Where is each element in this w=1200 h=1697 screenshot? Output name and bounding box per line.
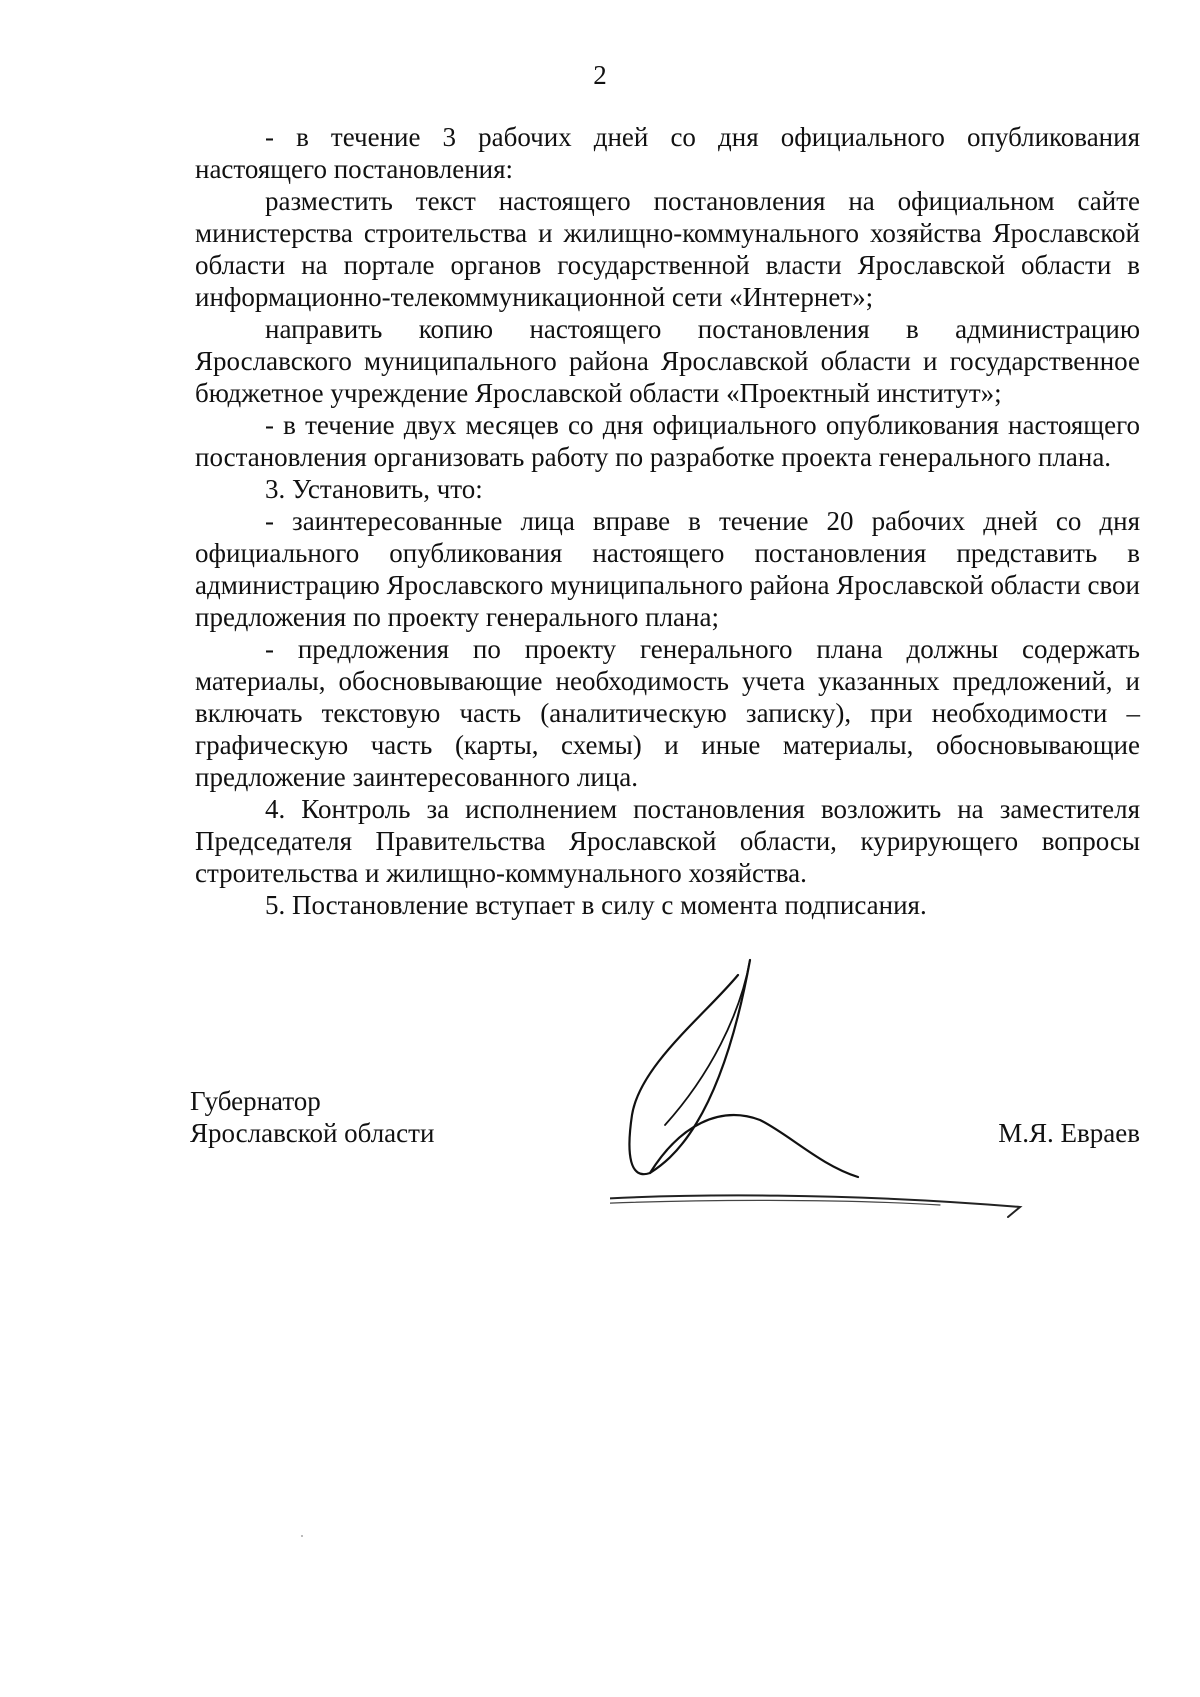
document-body xyxy=(195,121,1140,921)
page-number: 2 xyxy=(593,60,607,90)
paragraph: - предложения по проекту генерального плана должны содержать материалы, обосновывающие необходимость учета указанных предложений, и включать текстовую часть (аналитическую записку), при необходимости – графическую часть (карты, схемы) и иные материалы, обосновывающие предложение заинтересованного лица. xyxy=(195,634,1140,792)
scan-speck xyxy=(301,1535,303,1537)
paragraph: 3. Установить, что: xyxy=(265,474,483,504)
paragraph: разместить текст настоящего постановления на официальном сайте министерства строительства и жилищно-коммунального хозяйства Ярославской области на портале органов государственной власти Ярославской области в информационно-телекоммуникационной сети «Интернет»; xyxy=(195,186,1140,312)
paragraph: 4. Контроль за исполнением постановления возложить на заместителя Председателя Правительства Ярославской области, курирующего вопросы строительства и жилищно-коммунального хозяйства. xyxy=(195,794,1140,888)
paragraph: - в течение двух месяцев со дня официального опубликования настоящего постановления организовать работу по разработке проекта генерального плана. xyxy=(195,410,1140,472)
signatory-title-line: Ярославской области xyxy=(190,1118,435,1148)
handwritten-signature xyxy=(610,955,1030,1235)
signatory-name: М.Я. Евраев xyxy=(998,1118,1140,1148)
paragraph: - заинтересованные лица вправе в течение 20 рабочих дней со дня официального опубликования настоящего постановления представить в администрацию Ярославского муниципального района Ярославской области свои предложения по проекту генерального плана; xyxy=(195,506,1140,632)
paragraph: - в течение 3 рабочих дней со дня официального опубликования настоящего постановления: xyxy=(195,122,1140,184)
paragraph: направить копию настоящего постановления в администрацию Ярославского муниципального района Ярославской области и государственное бюджетное учреждение Ярославской области «Проектный институт»; xyxy=(195,314,1140,408)
paragraph: 5. Постановление вступает в силу с момента подписания. xyxy=(265,890,927,920)
signatory-title xyxy=(190,1085,434,1149)
signatory-title-line: Губернатор xyxy=(190,1086,321,1116)
